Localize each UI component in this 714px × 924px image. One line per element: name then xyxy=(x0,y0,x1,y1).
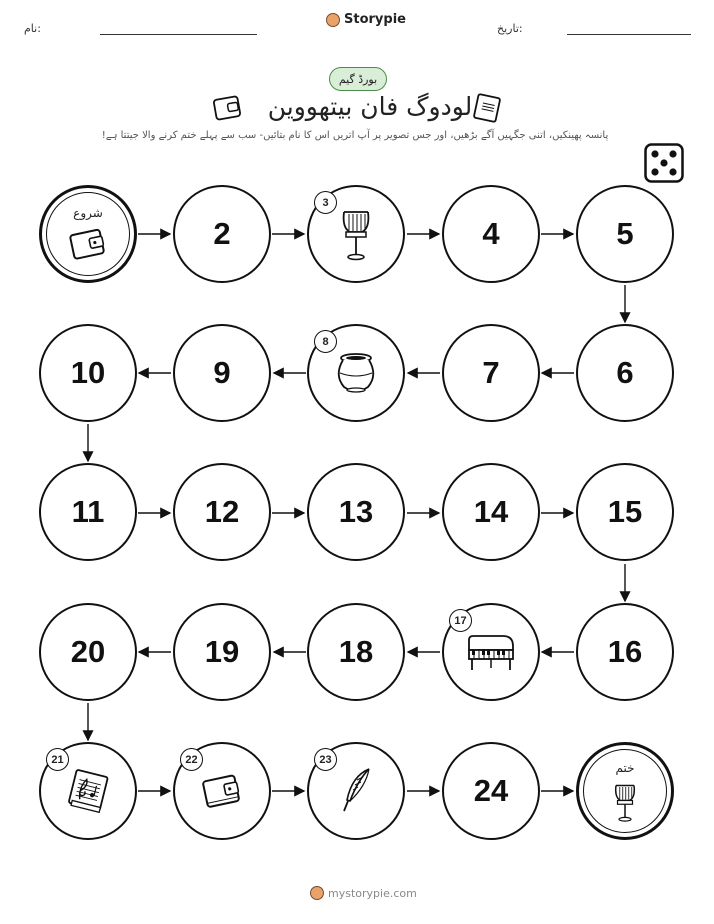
footer xyxy=(310,886,417,900)
cell-number: 15 xyxy=(607,494,643,529)
cell-number: 18 xyxy=(338,634,374,669)
board-cell-12[interactable] xyxy=(173,463,271,561)
footer-url[interactable]: mystorypie.com xyxy=(328,886,417,900)
name-label: نام: xyxy=(24,22,41,35)
cell-badge-21: 21 xyxy=(46,748,69,771)
cell-badge-17: 17 xyxy=(449,609,472,632)
board-cell-9[interactable] xyxy=(173,324,271,422)
cell-number: 2 xyxy=(213,216,231,251)
piano-icon xyxy=(463,630,519,674)
cell-number: 10 xyxy=(70,355,106,390)
cell-badge-8: 8 xyxy=(314,330,337,353)
cell-number: 12 xyxy=(204,494,240,529)
pot-icon xyxy=(332,351,380,395)
board-cell-6[interactable] xyxy=(576,324,674,422)
music-book-icon xyxy=(63,768,113,814)
start-cell-inner-ring xyxy=(46,192,130,276)
cell-number: 13 xyxy=(338,494,374,529)
board-cell-16[interactable] xyxy=(576,603,674,701)
bear-icon xyxy=(310,886,324,900)
board-cell-11[interactable] xyxy=(39,463,137,561)
board-cell-24[interactable] xyxy=(442,742,540,840)
board-cell-7[interactable] xyxy=(442,324,540,422)
brand-name: Storypie xyxy=(344,12,406,27)
cell-number: 6 xyxy=(616,355,634,390)
board-cell-20[interactable] xyxy=(39,603,137,701)
board-cell-14[interactable] xyxy=(442,463,540,561)
cell-number: 24 xyxy=(473,773,509,808)
date-label: تاریخ: xyxy=(497,22,523,35)
cell-number: 4 xyxy=(482,216,500,251)
lyre-stand-icon xyxy=(336,206,376,262)
board-cell-19[interactable] xyxy=(173,603,271,701)
cell-badge-3: 3 xyxy=(314,191,337,214)
start-cell[interactable] xyxy=(39,185,137,283)
cell-number: 16 xyxy=(607,634,643,669)
board-cell-10[interactable] xyxy=(39,324,137,422)
cell-number: 19 xyxy=(204,634,240,669)
wallet-icon xyxy=(199,770,245,812)
finish-cell[interactable] xyxy=(576,742,674,840)
page-title: لودوگ فان بیتھووین xyxy=(267,92,473,121)
cell-number: 5 xyxy=(616,216,634,251)
cell-number: 20 xyxy=(70,634,106,669)
cell-number: 11 xyxy=(71,494,105,529)
cell-badge-22: 22 xyxy=(180,748,203,771)
board-cell-13[interactable] xyxy=(307,463,405,561)
board-game-badge: بورڈ گیم xyxy=(329,67,387,91)
cell-number: 9 xyxy=(213,355,231,390)
instructions: پانسہ پھینکیں، اتنی جگہیں آگے بڑھیں، اور جس تصویر پر آپ اتریں اس کا نام بتائیں- سب سے پہلے ختم کرنے والا جیتتا ہے! xyxy=(101,130,609,141)
cell-badge-23: 23 xyxy=(314,748,337,771)
finish-label: ختم xyxy=(615,761,635,775)
cell-number: 7 xyxy=(482,355,500,390)
board-cell-18[interactable] xyxy=(307,603,405,701)
quill-pen-icon xyxy=(336,766,376,816)
board-cell-2[interactable] xyxy=(173,185,271,283)
board-cell-5[interactable] xyxy=(576,185,674,283)
cell-number: 14 xyxy=(473,494,509,529)
start-label: شروع xyxy=(73,206,103,220)
board-cell-4[interactable] xyxy=(442,185,540,283)
board-cell-15[interactable] xyxy=(576,463,674,561)
